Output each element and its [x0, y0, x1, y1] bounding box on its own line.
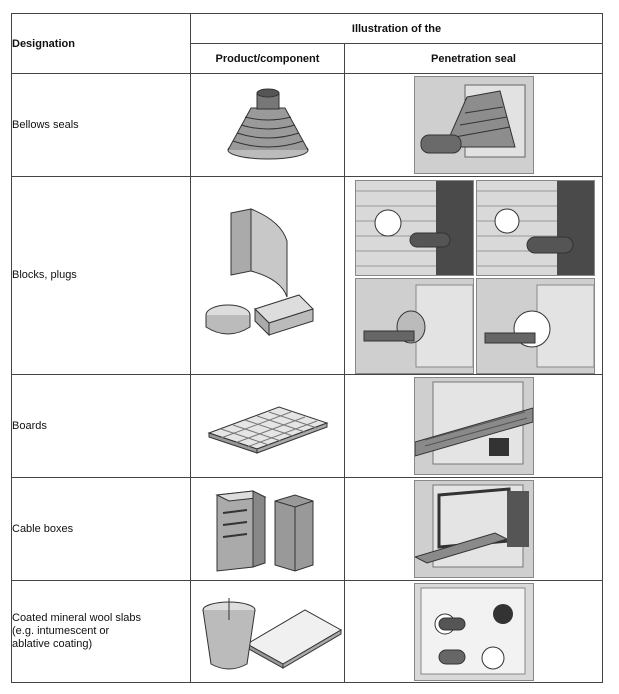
seal-illustration-coated-slabs: [345, 581, 603, 683]
bellows-installed-image: [414, 76, 534, 174]
table-row: [12, 177, 603, 375]
product-component-header: Product/component: [191, 44, 345, 74]
blocks-plug-image-2: [476, 278, 595, 374]
row-designation: Blocks, plugs: [12, 177, 191, 375]
seal-illustration-boards: [345, 375, 603, 478]
blocks-brick-wall-image-1: [355, 180, 474, 276]
penetration-seal-header: Penetration seal: [345, 44, 603, 74]
designation-header: Designation: [12, 14, 191, 74]
seal-illustration-cable-boxes: [345, 478, 603, 581]
penetration-seal-table: [11, 13, 603, 683]
row-designation: Cable boxes: [12, 478, 191, 581]
product-illustration-boards: [191, 375, 345, 478]
board-drawing: [191, 381, 345, 471]
table-row: [12, 375, 603, 478]
row-designation: Coated mineral wool slabs (e.g. intumescent or ablative coating): [12, 581, 191, 683]
table-row: [12, 581, 603, 683]
row-designation: Boards: [12, 375, 191, 478]
bellows-seal-drawing: [191, 75, 345, 175]
row-designation: Bellows seals: [12, 74, 191, 177]
table-row: [12, 74, 603, 177]
seal-illustration-blocks: [345, 177, 603, 375]
coated-slab-drawing: [191, 584, 345, 680]
cable-box-installed-image: [414, 480, 534, 578]
product-illustration-cable-boxes: [191, 478, 345, 581]
illustration-header: Illustration of the: [191, 14, 603, 44]
product-illustration-blocks: [191, 177, 345, 375]
table-row: [12, 478, 603, 581]
seal-illustration-bellows: [345, 74, 603, 177]
product-illustration-coated-slabs: [191, 581, 345, 683]
coated-slab-installed-image: [414, 583, 534, 681]
blocks-plugs-drawing: [191, 201, 345, 351]
cable-boxes-drawing: [191, 483, 345, 575]
boards-installed-image: [414, 377, 534, 475]
blocks-brick-wall-image-2: [476, 180, 595, 276]
blocks-plug-image-1: [355, 278, 474, 374]
product-illustration-bellows: [191, 74, 345, 177]
